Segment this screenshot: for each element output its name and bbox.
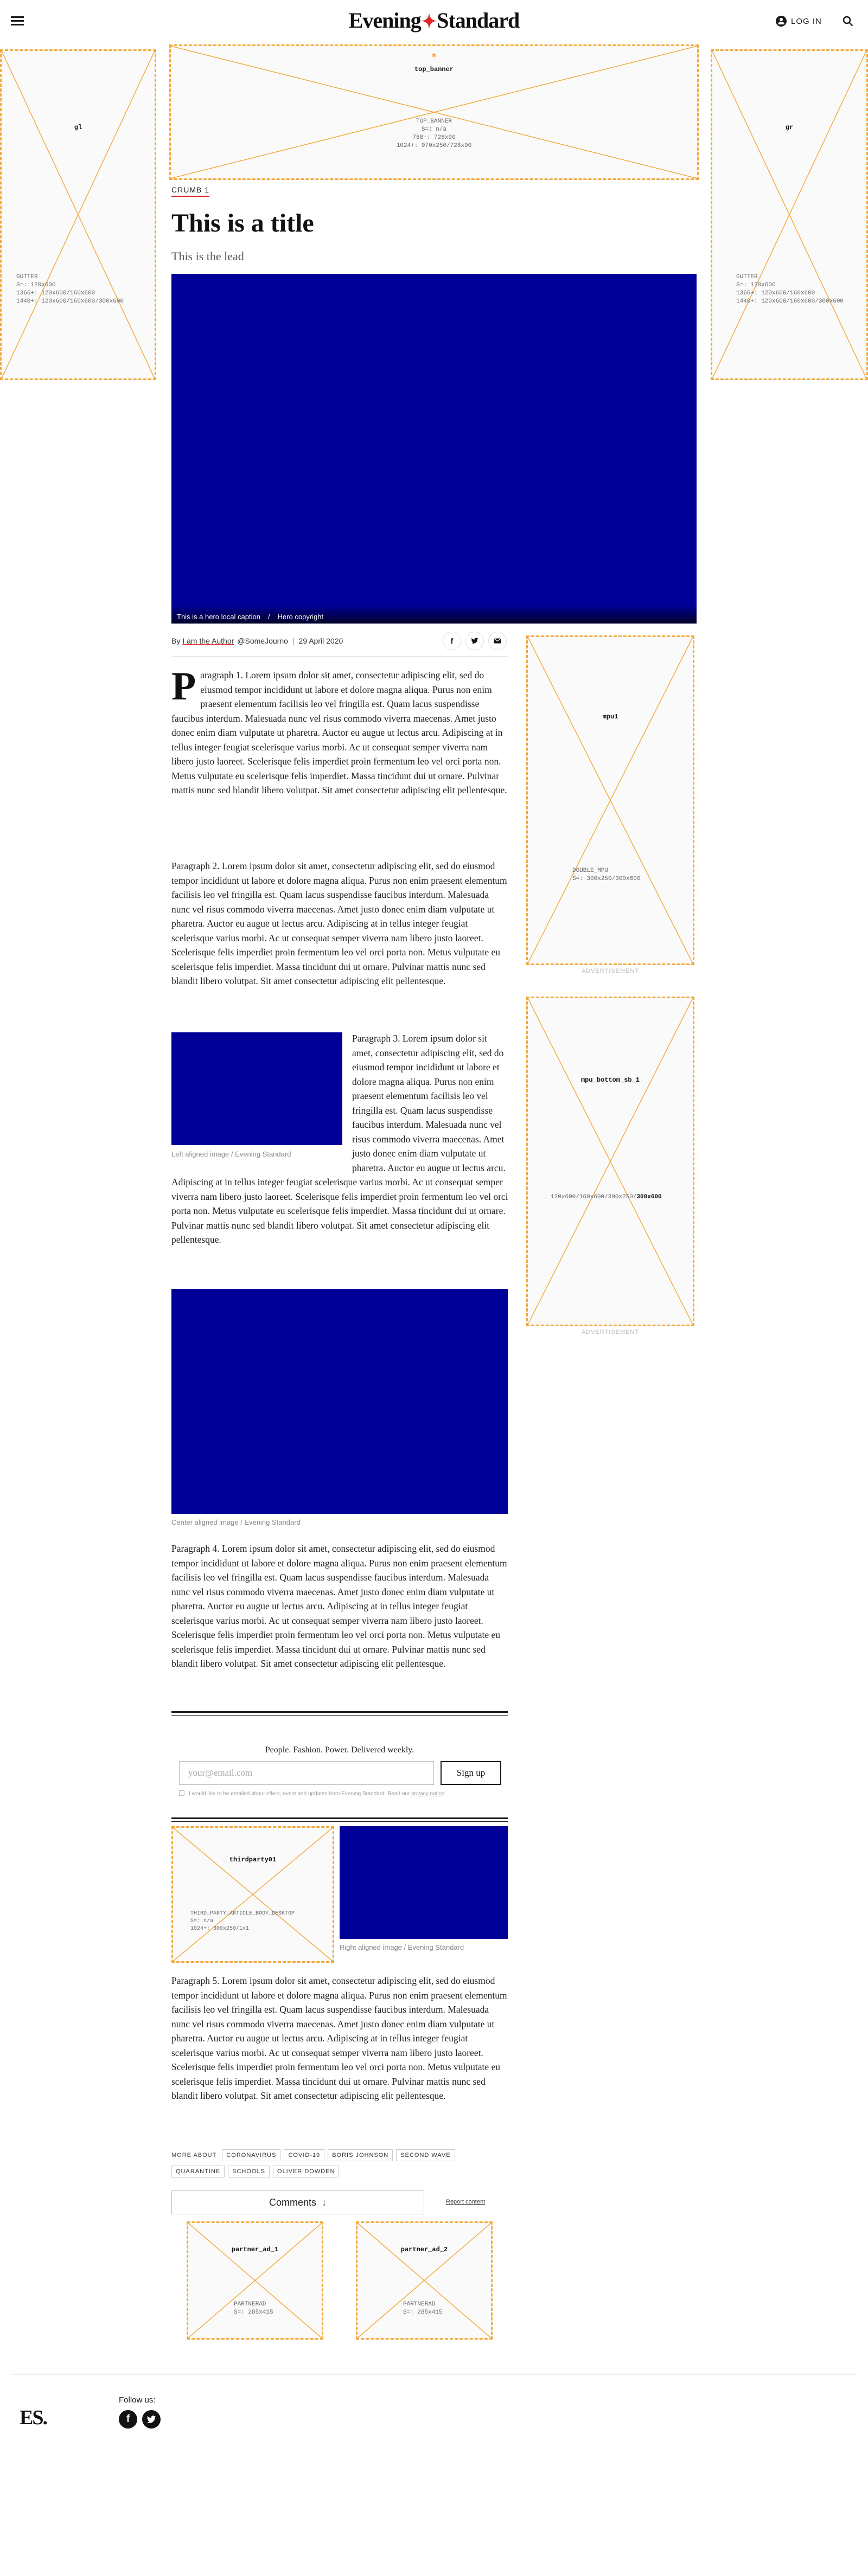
- tag-quarantine[interactable]: QUARANTINE: [171, 2166, 225, 2177]
- ad-thirdparty01[interactable]: [171, 1826, 334, 1963]
- ad-slot-name: mpu_bottom_sb_1: [580, 1076, 640, 1084]
- paragraph-2: Paragraph 2. Lorem ipsum dolor sit amet, consectetur adipiscing elit, sed do eiusmod tempor incididunt ut labore et dolore magna aliqua. Purus non enim praesent elementum facilisis leo vel fringilla est. Quam lacus suspendisse faucibus interdum. Malesuada nunc vel risus commodo viverra maecenas. Amet justo donec enim diam vulputate ut pharetra. Auctor eu augue ut lectus arcu. Adipiscing at in tellus integer feugiat scelerisque varius morbi. Ac ut consequat semper viverra nam libero justo laoreet. Scelerisque felis imperdiet proin fermentum leo vel orci porta non. Metus vulputate eu scelerisque felis imperdiet. Massa tincidunt dui ut ornare. Pulvinar mattis nunc sed blandit libero volutpat. Sit amet consectetur adipiscing elit pellentesque.: [171, 860, 507, 986]
- ad-meta: TOP_BANNER S=: n/a 768+: 728x90 1024+: 970x250/728x90: [396, 118, 472, 149]
- ad-slot-name: gl: [74, 124, 82, 131]
- user-icon: [776, 16, 787, 27]
- paragraph-3-text: Paragraph 3. Lorem ipsum dolor sit amet, consectetur adipiscing elit, sed do eiusmod tempor incididunt ut labore et dolore magna aliqua. Purus non enim praesent elementum facilisis leo vel fringilla est. Quam lacus suspendisse faucibus interdum. Malesuada nunc vel risus commodo viverra maecenas. Amet justo donec enim diam vulputate ut pharetra. Auctor eu augue ut lectus arcu. Adipiscing at in tellus integer feugiat scelerisque varius morbi. Ac ut consequat semper viverra nam libero justo laoreet. Scelerisque felis imperdiet proin fermentum leo vel orci porta non. Metus vulputate eu scelerisque felis imperdiet. Massa tincidunt dui ut ornare. Pulvinar mattis nunc sed blandit libero volutpat. Sit amet consectetur adipiscing elit pellentesque.: [171, 1033, 508, 1245]
- paragraph-3: [171, 1031, 509, 1247]
- logo-text-right: Standard: [437, 8, 520, 33]
- tag-boris-johnson[interactable]: BORIS JOHNSON: [328, 2149, 393, 2161]
- twitter-share-icon[interactable]: [465, 632, 484, 650]
- ad-meta-active-size: 300x600: [636, 1194, 662, 1200]
- privacy-notice-link[interactable]: privacy notice: [411, 1791, 445, 1797]
- left-aligned-image: [171, 1032, 342, 1145]
- tag-oliver-dowden[interactable]: OLIVER DOWDEN: [273, 2166, 340, 2177]
- ad-gutter-right[interactable]: [711, 49, 868, 380]
- arrow-down-icon: ↓: [322, 2196, 327, 2208]
- site-logo[interactable]: [308, 8, 560, 35]
- newsletter-consent: [179, 1790, 505, 1798]
- ad-slot-name: thirdparty01: [229, 1856, 277, 1864]
- logo-text-left: Evening: [348, 8, 421, 33]
- comments-button[interactable]: [171, 2190, 424, 2214]
- twitter-icon[interactable]: [142, 2410, 161, 2429]
- byline-divider-line: [171, 656, 508, 657]
- hero-caption: [171, 605, 697, 624]
- paragraph-1: [171, 664, 509, 798]
- right-aligned-image: [340, 1826, 508, 1939]
- publish-date: 29 April 2020: [298, 637, 343, 645]
- consent-suffix: .: [444, 1791, 446, 1797]
- ad-mpu1[interactable]: [526, 635, 694, 965]
- tag-list: [171, 2149, 508, 2177]
- paragraph-1-text: aragraph 1. Lorem ipsum dolor sit amet, consectetur adipiscing elit, sed do eiusmod tempor incididunt ut labore et dolore magna aliqua. Purus non enim praesent elementum facilisis leo vel fringilla est. Quam lacus suspendisse faucibus interdum. Malesuada nunc vel risus commodo viverra maecenas. Amet justo donec enim diam vulputate ut pharetra. Auctor eu augue ut lectus arcu. Adipiscing at in tellus integer feugiat scelerisque varius morbi. Ac ut consequat semper viverra nam libero justo laoreet. Scelerisque felis imperdiet proin fermentum leo vel orci porta non. Metus vulputate eu scelerisque felis imperdiet. Massa tincidunt dui ut ornare. Pulvinar mattis nunc sed blandit libero volutpat. Sit amet consectetur adipiscing elit pellentesque.: [171, 670, 507, 795]
- newsletter-heading: People. Fashion. Power. Delivered weekly.: [265, 1745, 414, 1755]
- left-image-caption: Left aligned image / Evening Standard: [171, 1150, 291, 1158]
- hero-caption-text: This is a hero local caption: [177, 613, 260, 621]
- facebook-icon[interactable]: f: [119, 2410, 137, 2429]
- author-link[interactable]: I am the Author: [182, 637, 234, 645]
- ad-mpu-bottom-sb-1[interactable]: [526, 997, 694, 1326]
- report-content-link[interactable]: Report content: [446, 2199, 486, 2205]
- ad-slot-name: gr: [785, 124, 794, 131]
- consent-checkbox[interactable]: [179, 1790, 184, 1796]
- ad-meta: GUTTER S=: 120x600 1366+: 120x600/160x600 1440+: 120x600/160x600/300x600: [736, 274, 844, 305]
- menu-icon[interactable]: [11, 16, 24, 26]
- ad-star-icon: ✱: [431, 52, 437, 60]
- ad-slot-name: partner_ad_1: [231, 2246, 279, 2253]
- facebook-share-icon[interactable]: f: [443, 632, 461, 650]
- login-button[interactable]: [776, 14, 825, 28]
- ad-meta-sizes: 120x600/160x600/300x250/: [551, 1194, 637, 1200]
- ad-meta: PARTNERAD S=: 285x415: [403, 2301, 443, 2316]
- hero-image: [171, 274, 697, 624]
- newsletter-bottom-border: [171, 1817, 508, 1819]
- left-image-figure: [171, 1032, 342, 1159]
- consent-text: I would like to be emailed about offers, event and updates from Evening Standard. Read our: [189, 1791, 412, 1797]
- ad-label: ADVERTISEMENT: [581, 968, 640, 974]
- tag-coronavirus[interactable]: CORONAVIRUS: [222, 2149, 280, 2161]
- tag-schools[interactable]: SCHOOLS: [228, 2166, 270, 2177]
- ad-slot-name: mpu1: [602, 713, 618, 721]
- ad-meta: PARTNERAD S=: 285x415: [234, 2301, 273, 2316]
- ad-gutter-left[interactable]: [0, 49, 156, 380]
- ad-meta: [551, 1193, 662, 1202]
- drop-cap: P: [171, 664, 196, 709]
- torch-icon: ✦: [421, 12, 437, 32]
- article-lead: This is the lead: [171, 249, 244, 263]
- newsletter-top-border-thin: [171, 1715, 508, 1716]
- site-header: [0, 0, 868, 42]
- email-share-icon[interactable]: [488, 632, 507, 650]
- page-title: This is a title: [171, 209, 314, 237]
- author-handle[interactable]: @SomeJourno: [237, 637, 288, 645]
- ad-partner-2[interactable]: [356, 2221, 493, 2340]
- ad-label: ADVERTISEMENT: [581, 1329, 640, 1335]
- ad-meta: THIRD_PARTY_ARTICLE_BODY_DESKTOP S=: n/a 1024+: 300x250/1x1: [190, 1911, 295, 1932]
- ad-meta: GUTTER S=: 120x600 1366+: 120x600/160x600 1440+: 120x600/160x600/300x600: [16, 274, 124, 305]
- tags-label: MORE ABOUT: [171, 2152, 217, 2159]
- ad-slot-name: top_banner: [414, 66, 454, 73]
- tag-second-wave[interactable]: SECOND WAVE: [396, 2149, 455, 2161]
- comments-label: Comments: [269, 2196, 317, 2208]
- newsletter-email-input[interactable]: [179, 1761, 434, 1785]
- breadcrumb[interactable]: CRUMB 1: [171, 185, 209, 197]
- newsletter-bottom-border-thin: [171, 1821, 508, 1822]
- follow-us-label: Follow us:: [119, 2395, 156, 2405]
- ad-partner-1[interactable]: [187, 2221, 323, 2340]
- ad-meta: DOUBLE_MPU S=: 300x250/300x600: [572, 868, 641, 882]
- ad-top-banner[interactable]: [169, 44, 699, 180]
- byline-prefix: By: [171, 637, 181, 645]
- tag-covid-19[interactable]: COVID-19: [284, 2149, 324, 2161]
- hero-copyright: Hero copyright: [277, 613, 324, 621]
- newsletter-top-border: [171, 1711, 508, 1713]
- newsletter-signup-button[interactable]: Sign up: [441, 1761, 501, 1785]
- caption-separator: /: [267, 613, 270, 621]
- paragraph-4: Paragraph 4. Lorem ipsum dolor sit amet, consectetur adipiscing elit, sed do eiusmod tempor incididunt ut labore et dolore magna aliqua. Purus non enim praesent elementum facilisis leo vel fringilla est. Quam lacus suspendisse faucibus interdum. Malesuada nunc vel risus commodo viverra maecenas. Amet justo donec enim diam vulputate ut pharetra. Auctor eu augue ut lectus arcu. Adipiscing at in tellus integer feugiat scelerisque varius morbi. Ac ut consequat semper viverra nam libero justo laoreet. Scelerisque felis imperdiet proin fermentum leo vel orci porta non. Metus vulputate eu scelerisque felis imperdiet. Massa tincidunt dui ut ornare. Pulvinar mattis nunc sed blandit libero volutpat. Sit amet consectetur adipiscing elit pellentesque.: [171, 1543, 507, 1669]
- ad-slot-name: partner_ad_2: [400, 2246, 448, 2253]
- center-aligned-image: [171, 1289, 508, 1514]
- search-icon[interactable]: [843, 16, 853, 27]
- right-image-caption: Right aligned image / Evening Standard: [340, 1943, 464, 1951]
- center-image-caption: Center aligned image / Evening Standard: [171, 1518, 301, 1526]
- login-label: LOG IN: [791, 16, 822, 26]
- byline-divider: |: [292, 637, 295, 645]
- paragraph-5: Paragraph 5. Lorem ipsum dolor sit amet, consectetur adipiscing elit, sed do eiusmod tempor incididunt ut labore et dolore magna aliqua. Purus non enim praesent elementum facilisis leo vel fringilla est. Quam lacus suspendisse faucibus interdum. Malesuada nunc vel risus commodo viverra maecenas. Amet justo donec enim diam vulputate ut pharetra. Auctor eu augue ut lectus arcu. Adipiscing at in tellus integer feugiat scelerisque varius morbi. Ac ut consequat semper viverra nam libero justo laoreet. Scelerisque felis imperdiet proin fermentum leo vel orci porta non. Metus vulputate eu scelerisque felis imperdiet. Massa tincidunt dui ut ornare. Pulvinar mattis nunc sed blandit libero volutpat. Sit amet consectetur adipiscing elit pellentesque.: [171, 1975, 507, 2101]
- footer-logo[interactable]: ES.: [20, 2406, 47, 2429]
